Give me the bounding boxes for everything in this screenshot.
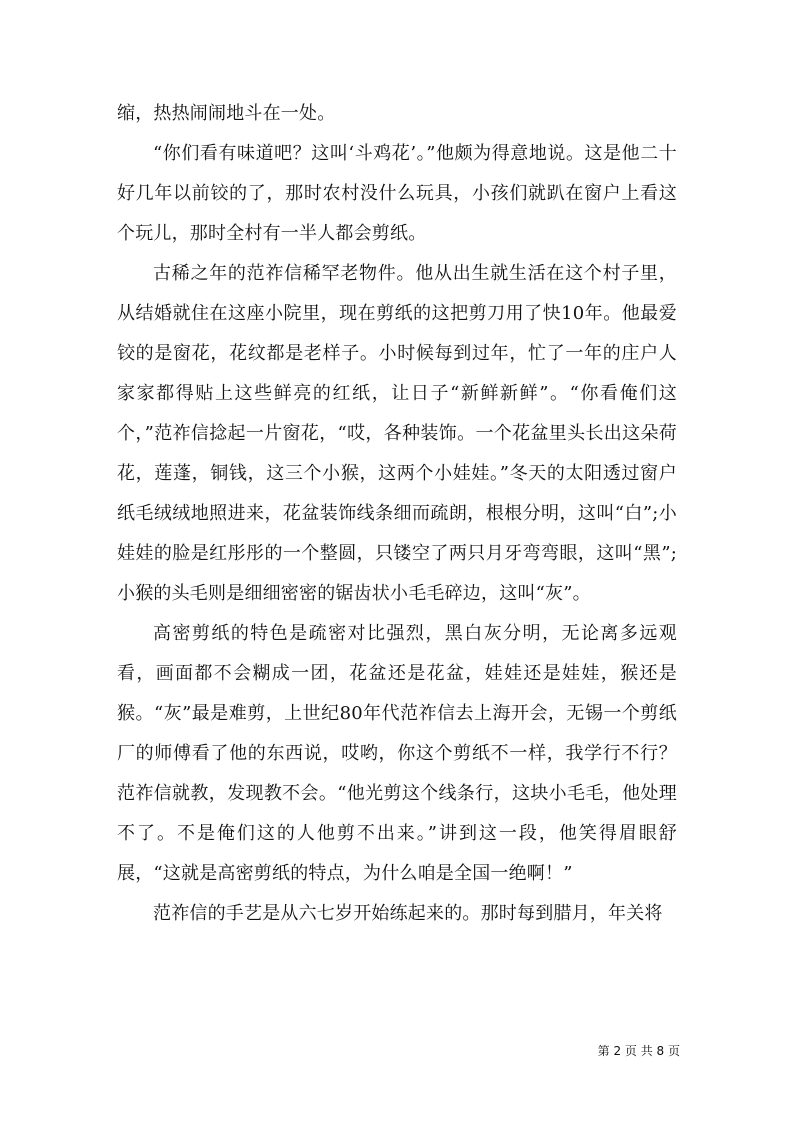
page-footer [560, 1042, 680, 1059]
body-text [117, 94, 677, 934]
paragraph-5: 范祚信的手艺是从六七岁开始练起来的。那时每到腊月，年关将 [153, 903, 663, 924]
paragraph-4: 高密剪纸的特色是疏密对比强烈，黑白灰分明，无论离多远观看，画面都不会糊成一团，花盆还是花盆，娃娃还是娃娃，猴还是猴。“灰”最是难剪，上世纪80年代范祚信去上海开会，无锡一个剪纸厂的师傅看了他的东西说，哎哟，你这个剪纸不一样，我学行不行？范祚信就教，发现教不会。“他光剪这个线条行，这块小毛毛，他处理不了。不是俺们这的人他剪不出来。”讲到这一段，他笑得眉眼舒展，“这就是高密剪纸的特点，为什么咱是全国一绝啊！” [117, 623, 677, 884]
paragraph-3: 古稀之年的范祚信稀罕老物件。他从出生就生活在这个村子里，从结婚就住在这座小院里，现在剪纸的这把剪刀用了快10年。他最爱铰的是窗花，花纹都是老样子。小时候每到过年，忙了一年的庄户人家家都得贴上这些鲜亮的红纸，让日子“新鲜新鲜”。“你看俺们这个，”范祚信捻起一片窗花，“哎，各种装饰。一个花盆里头长出这朵荷花，莲蓬，铜钱，这三个小猴，这两个小娃娃。”冬天的太阳透过窗户纸毛绒绒地照进来，花盆装饰线条细而疏朗，根根分明，这叫“白”;小娃娃的脸是红彤彤的一个整圆，只镂空了两只月牙弯弯眼，这叫“黑”;小猴的头毛则是细细密密的锯齿状小毛毛碎边，这叫“灰”。 [117, 263, 677, 604]
page-number: 第 2 页 共 8 页 [597, 1044, 680, 1058]
paragraph-1: 缩，热热闹闹地斗在一处。 [117, 103, 336, 124]
paragraph-2: “你们看有味道吧？这叫‘斗鸡花’。”他颇为得意地说。这是他二十好几年以前铰的了，那时农村没什么玩具，小孩们就趴在窗户上看这个玩儿，那时全村有一半人都会剪纸。 [117, 143, 677, 244]
